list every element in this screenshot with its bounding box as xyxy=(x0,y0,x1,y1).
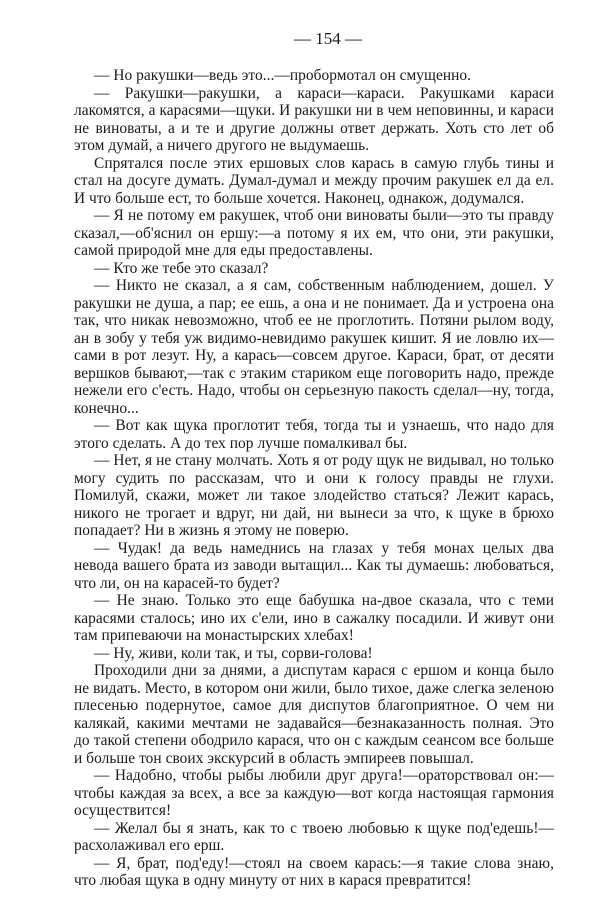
paragraph: — Чудак! да ведь намеднись на глазах у тебя монах целых два невода вашего брата из заводи вытащил... Как ты думаешь: любоваться, что ли, он на карасей-то будет? xyxy=(74,539,554,592)
paragraph: — Нет, я не стану молчать. Хоть я от роду щук не видывал, но только могу судить по рассказам, что и они к голосу правды не глухи. Помилуй, скажи, может ли такое злодейство статься? Лежит карась, никого не трогает и вдруг, ни дай, ни вынеси за что, к щуке в брюхо попадает? Ни в жизнь я этому не поверю. xyxy=(74,452,554,539)
book-page xyxy=(74,28,554,890)
paragraph: — Я не потому ем ракушек, чтоб они виноваты были—это ты правду сказал,—об'яснил он ершу:—а потому я их ем, что они, эти ракушки, самой природой мне для еды предоставлены. xyxy=(74,207,554,259)
paragraph: — Не знаю. Только это еще бабушка на-двое сказала, что с теми карасями сталось; ино их с'ели, ино в сажалку посадили. И живут они там припеваючи на монастырских хлебах! xyxy=(74,592,554,644)
paragraph: — Ну, живи, коли так, и ты, сорви-голова! xyxy=(94,644,373,662)
paragraph: Проходили дни за днями, а диспутам карася с ершом и конца было не видать. Место, в котором они жили, было тихое, даже слегка зеленою плесенью подернутое, самое для диспутов благоприятное. О чем ни калякай, какими мечтами не задавайся—безнаказанность полная. Это до такой степени ободрило карася, что он с каждым сеансом все больше и больше тон своих экскурсий в область эмпиреев повышал. xyxy=(74,662,554,767)
paragraph: — Надобно, чтобы рыбы любили друг друга!—ораторствовал он:—чтобы каждая за всех, а все за каждую—вот когда настоящая гармония осуществится! xyxy=(74,767,554,819)
paragraph: — Кто же тебе это сказал? xyxy=(94,259,269,277)
paragraph: — Я, брат, под'еду!—стоял на своем карась:—я такие слова знаю, что любая щука в одну минуту от них в карася превратится! xyxy=(74,854,554,889)
paragraph: — Никто не сказал, а я сам, собственным наблюдением, дошел. У ракушки не душа, а пар; ее ешь, а она и не понимает. Да и устроена она так, что никак невозможно, чтоб ее не проглотить. Потяни рылом воду, ан в зобу у тебя уж видимо-невидимо ракушек кишит. Я ие ловлю их—сами в рот лезут. Ну, а карась—совсем другое. Караси, брат, от десяти вершков бывают,—так с этаким стариком еще поговорить надо, прежде нежели его с'есть. Надо, чтобы он серьезную пакость сделал—ну, тогда, конечно... xyxy=(74,277,554,417)
paragraph: — Ракушки—ракушки, а караси—караси. Ракушками караси лакомятся, а карасями—щуки. И ракушки ни в чем неповинны, и караси не виноваты, а и те и другие должны ответ держать. Хоть сто лет об этом думай, а ничего другого не выдумаешь. xyxy=(74,84,554,154)
page-number: — 154 — xyxy=(294,29,362,48)
paragraph: — Но ракушки—ведь это...—пробормотал он смущенно. xyxy=(94,67,472,84)
paragraph: Спрятался после этих ершовых слов карась в самую глубь тины и стал на досуге думать. Думал-думал и между прочим ракушек ел да ел. И что больше ест, то больше хочется. Наконец, однакож, додумался. xyxy=(74,154,554,207)
paragraph: — Желал бы я знать, как то с твоею любовью к щуке под'едешь!—расхолаживал его ерш. xyxy=(74,819,554,854)
paragraph: — Вот как щука проглотит тебя, тогда ты и узнаешь, что надо для этого сделать. А до тех пор лучше помалкивал бы. xyxy=(74,417,554,452)
body-text xyxy=(74,67,554,890)
